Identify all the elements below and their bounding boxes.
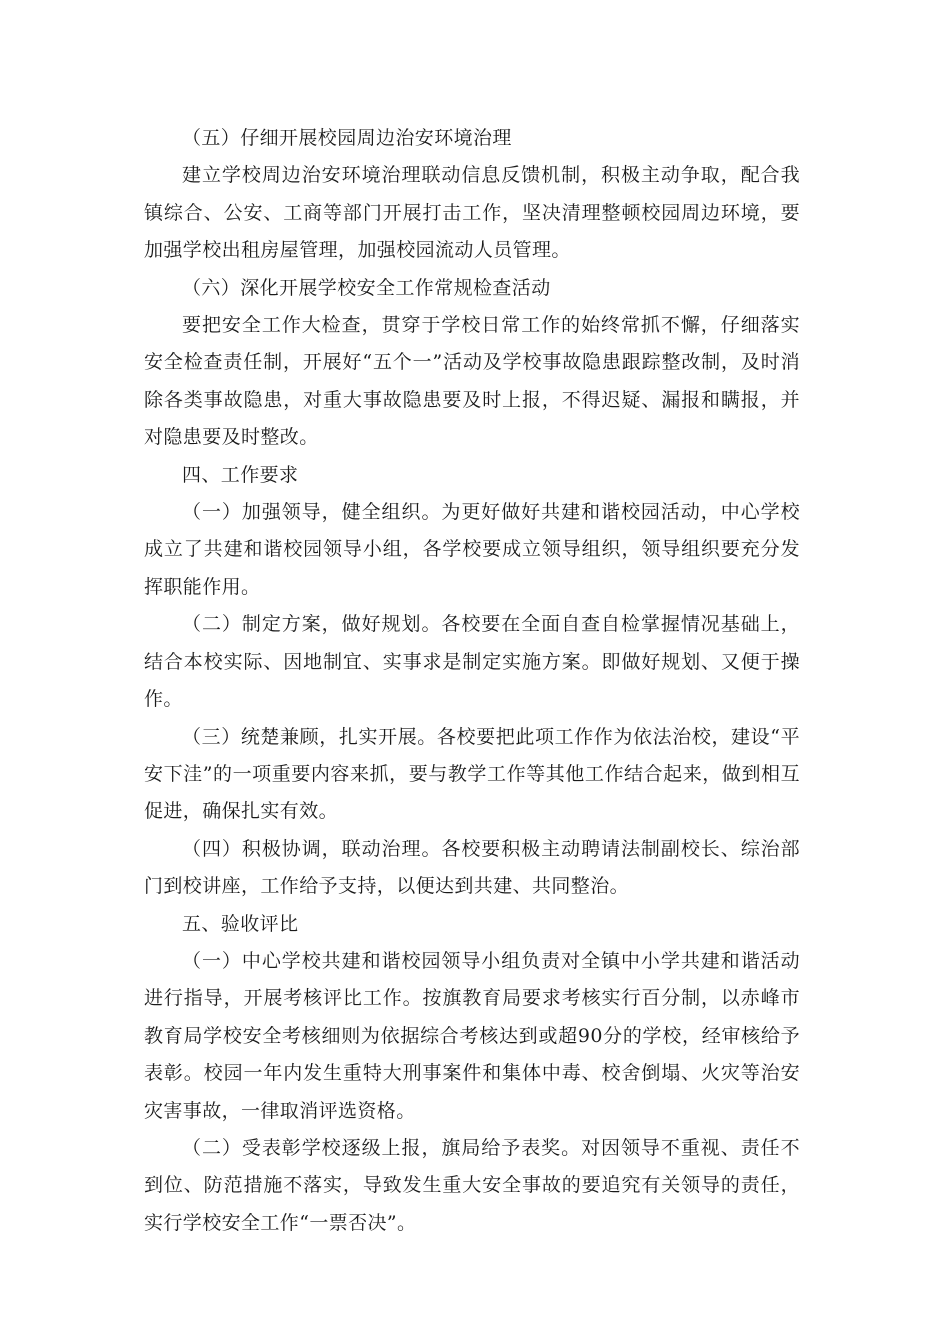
document-body xyxy=(144,120,800,1242)
requirement-item-4: （四）积极协调，联动治理。各校要积极主动聘请法制副校长、综治部门到校讲座，工作给予支持，以便达到共建、共同整治。 xyxy=(144,837,800,898)
section-heading-5: （五）仔细开展校园周边治安环境治理 xyxy=(182,127,512,149)
requirement-item-3: （三）统楚兼顾，扎实开展。各校要把此项工作作为依法治校，建设“平安下洼”的一项重要内容来抓，要与教学工作等其他工作结合起来，做到相互促进，确保扎实有效。 xyxy=(144,725,800,823)
evaluation-item-2: （二）受表彰学校逐级上报，旗局给予表奖。对因领导不重视、责任不到位、防范措施不落实，导致发生重大安全事故的要追究有关领导的责任，实行学校安全工作“一票否决”。 xyxy=(144,1136,800,1234)
chapter-heading-evaluation: 五、验收评比 xyxy=(182,912,299,935)
evaluation-item-1: （一）中心学校共建和谐校园领导小组负责对全镇中小学共建和谐活动进行指导，开展考核评比工作。按旗教育局要求考核实行百分制，以赤峰市教育局学校安全考核细则为依据综合考核达到或超90分的学校，经审核给予表彰。校园一年内发生重特大刑事案件和集体中毒、校舍倒塌、火灾等治安灾害事故，一律取消评选资格。 xyxy=(144,949,800,1122)
body-paragraph: 建立学校周边治安环境治理联动信息反馈机制，积极主动争取，配合我镇综合、公安、工商等部门开展打击工作，坚决清理整顿校园周边环境，要加强学校出租房屋管理，加强校园流动人员管理。 xyxy=(144,164,800,262)
section-heading-6: （六）深化开展学校安全工作常规检查活动 xyxy=(182,276,551,299)
chapter-heading-work-requirements: 四、工作要求 xyxy=(182,463,299,486)
body-paragraph: 要把安全工作大检查，贯穿于学校日常工作的始终常抓不懈，仔细落实安全检查责任制，开展好“五个一”活动及学校事故隐患跟踪整改制，及时消除各类事故隐患，对重大事故隐患要及时上报，不得迟疑、漏报和瞒报，并对隐患要及时整改。 xyxy=(144,314,800,449)
requirement-item-1: （一）加强领导，健全组织。为更好做好共建和谐校园活动，中心学校成立了共建和谐校园领导小组，各学校要成立领导组织，领导组织要充分发挥职能作用。 xyxy=(144,501,800,598)
requirement-item-2: （二）制定方案，做好规划。各校要在全面自查自检掌握情况基础上，结合本校实际、因地制宜、实事求是制定实施方案。即做好规划、又便于操作。 xyxy=(144,613,800,711)
